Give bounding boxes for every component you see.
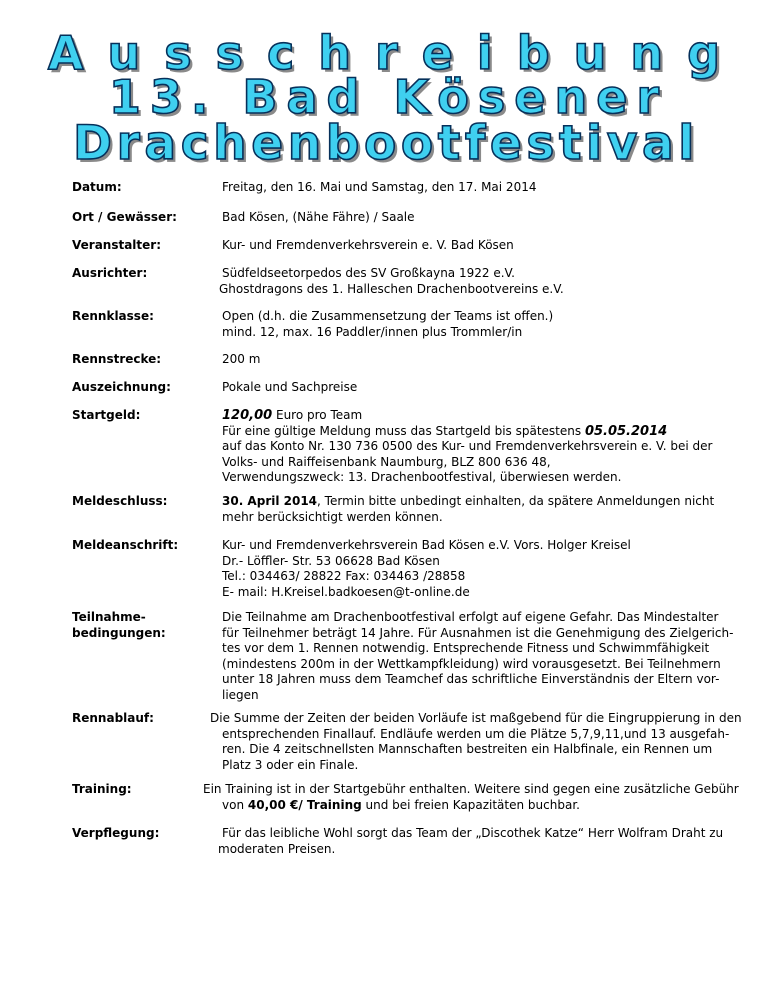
rennstrecke-label: Rennstrecke: — [72, 352, 162, 366]
startgeld-label: Startgeld: — [72, 408, 141, 422]
rennablauf-line-3: ren. Die 4 zeitschnellsten Mannschaften bestreiten ein Halbfinale, ein Rennen um — [222, 742, 713, 756]
verpflegung-label: Verpflegung: — [72, 826, 160, 840]
meldeanschrift-line-4: E- mail: H.Kreisel.badkoesen@t-online.de — [222, 584, 470, 599]
teilnahme-line-5: unter 18 Jahren muss dem Teamchef das schriftliche Einverständnis der Eltern vor- — [222, 672, 720, 686]
teilnahme-line-3: tes vor dem 1. Rennen notwendig. Entsprechende Fitness und Schwimmfähigkeit — [222, 641, 710, 655]
ausrichter-line-2: Ghostdragons des 1. Halleschen Drachenbootvereins e.V. — [219, 281, 564, 296]
meldeanschrift-line-2: Dr.- Löffler- Str. 53 06628 Bad Kösen — [222, 553, 440, 568]
meldeanschrift-line-3: Tel.: 034463/ 28822 Fax: 034463 /28858 — [222, 569, 466, 583]
startgeld-amount: 120,00 — [222, 408, 273, 423]
verpflegung-line-2: moderaten Preisen. — [218, 841, 336, 856]
datum-label: Datum: — [72, 180, 122, 194]
auszeichnung-value: Pokale und Sachpreise — [222, 380, 358, 394]
ausrichter-line-1: Südfeldseetorpedos des SV Großkayna 1922 e.V. — [222, 266, 515, 280]
rennklasse-value — [222, 309, 714, 340]
training-value — [203, 782, 739, 813]
title-line-2: 13. Bad Kösener — [108, 70, 669, 124]
startgeld-line-3: auf das Konto Nr. 130 736 0500 des Kur- und Fremdenverkehrsverein e. V. bei der — [222, 439, 713, 453]
rennablauf-value — [210, 711, 742, 773]
training-label: Training: — [72, 782, 132, 796]
rennablauf-line-4: Platz 3 oder ein Finale. — [222, 757, 359, 772]
startgeld-line-4: Volks- und Raiffeisenbank Naumburg, BLZ 800 636 48, — [222, 454, 551, 469]
meldeschluss-line-1-rest: , Termin bitte unbedingt einhalten, da spätere Anmeldungen nicht — [317, 494, 715, 508]
meldeschluss-date: 30. April 2014 — [222, 494, 318, 508]
rennklasse-line-1: Open (d.h. die Zusammensetzung der Teams ist offen.) — [222, 309, 554, 323]
rennklasse-label: Rennklasse: — [72, 309, 154, 323]
rennstrecke-value: 200 m — [222, 352, 261, 366]
startgeld-line-5: Verwendungszweck: 13. Drachenbootfestival, überwiesen werden. — [222, 470, 622, 484]
meldeschluss-line-2: mehr berücksichtigt werden können. — [222, 509, 443, 524]
training-line-2-post: und bei freien Kapazitäten buchbar. — [361, 797, 580, 812]
startgeld-deadline: 05.05.2014 — [584, 423, 668, 439]
meldeschluss-label: Meldeschluss: — [72, 494, 168, 508]
ort-value: Bad Kösen, (Nähe Fähre) / Saale — [222, 210, 415, 224]
rennklasse-line-2: mind. 12, max. 16 Paddler/innen plus Trommler/in — [222, 324, 523, 339]
rennablauf-line-1: Die Summe der Zeiten der beiden Vorläufe ist maßgebend für die Eingruppierung in den — [210, 711, 742, 725]
meldeschluss-line-1 — [222, 494, 714, 510]
verpflegung-line-1: Für das leibliche Wohl sorgt das Team der „Discothek Katze“ Herr Wolfram Draht zu — [222, 826, 724, 840]
ort-label: Ort / Gewässer: — [72, 210, 177, 224]
startgeld-line-2 — [222, 424, 714, 440]
training-line-2-pre: von — [222, 797, 248, 812]
startgeld-line-1 — [222, 408, 714, 424]
auszeichnung-label: Auszeichnung: — [72, 380, 171, 394]
startgeld-line-2-text: Für eine gültige Meldung muss das Startgeld bis spätestens — [222, 423, 585, 438]
meldeanschrift-line-1: Kur- und Fremdenverkehrsverein Bad Kösen e.V. Vors. Holger Kreisel — [222, 538, 631, 552]
teilnahme-line-6: liegen — [222, 687, 259, 702]
teilnahme-label-2: bedingungen: — [72, 625, 166, 640]
meldeanschrift-value — [222, 538, 714, 600]
rennablauf-label: Rennablauf: — [72, 711, 154, 725]
teilnahme-label — [72, 610, 212, 641]
training-price: 40,00 €/ Training — [247, 797, 362, 812]
ausrichter-label: Ausrichter: — [72, 266, 148, 280]
title-line-1: Ausschreibung — [47, 26, 745, 80]
teilnahme-line-2: für Teilnehmer beträgt 14 Jahre. Für Ausnahmen ist die Genehmigung des Zielgerich- — [222, 625, 734, 640]
startgeld-value — [222, 408, 714, 486]
veranstalter-label: Veranstalter: — [72, 238, 162, 252]
training-line-2 — [203, 798, 723, 814]
teilnahme-value — [222, 610, 734, 703]
teilnahme-line-1: Die Teilnahme am Drachenbootfestival erfolgt auf eigene Gefahr. Das Mindestalter — [222, 610, 719, 624]
verpflegung-value — [218, 826, 724, 857]
datum-value: Freitag, den 16. Mai und Samstag, den 17. Mai 2014 — [222, 180, 537, 194]
rennablauf-line-2: entsprechenden Finallauf. Endläufe werden um die Plätze 5,7,9,11,und 13 ausgefah- — [222, 726, 730, 741]
training-line-1: Ein Training ist in der Startgebühr enthalten. Weitere sind gegen eine zusätzliche Gebühr — [203, 782, 739, 796]
startgeld-amount-suffix: Euro pro Team — [272, 408, 363, 422]
teilnahme-label-1: Teilnahme- — [72, 610, 146, 624]
veranstalter-value: Kur- und Fremdenverkehrsverein e. V. Bad Kösen — [222, 238, 514, 252]
title-line-3: Drachenbootfestival — [73, 116, 699, 171]
meldeschluss-value — [222, 494, 714, 525]
teilnahme-line-4: (mindestens 200m in der Wettkampfkleidung) wird vorausgesetzt. Bei Teilnehmern — [222, 656, 721, 671]
meldeanschrift-label: Meldeanschrift: — [72, 538, 179, 552]
ausrichter-value — [219, 266, 714, 297]
